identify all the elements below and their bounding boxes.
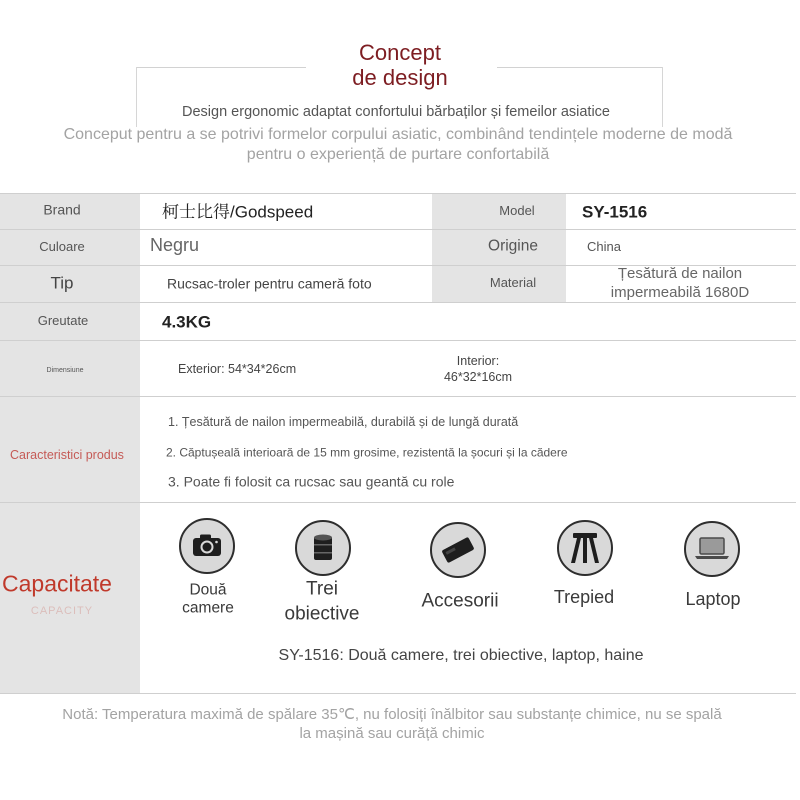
camera-icon — [177, 516, 237, 576]
model-value: SY-1516 — [582, 202, 648, 222]
section-description-line2: pentru o experiență de purtare confortabilă — [246, 146, 550, 164]
brand-label: Brand — [43, 201, 81, 218]
feature-item: 1. Țesătură de nailon impermeabilă, durabilă și de lungă durată — [168, 415, 519, 430]
laptop-icon — [682, 519, 742, 579]
type-label: Tip — [50, 273, 74, 293]
section-subtitle: Design ergonomic adaptat confortului bărbaților și femeilor asiatice — [182, 104, 610, 121]
features-label: Caracteristici produs — [10, 448, 124, 463]
table-row-divider — [0, 302, 796, 303]
capacity-item-label: Accesorii — [421, 590, 499, 612]
color-label: Culoare — [39, 238, 85, 254]
label-column — [0, 193, 140, 693]
origin-label: Origine — [488, 237, 538, 255]
capacity-item-label-line2: obiective — [284, 603, 360, 625]
frame-line-left — [136, 67, 137, 127]
dimensions-exterior: Exterior: 54*34*26cm — [178, 362, 297, 377]
capacity-summary: SY-1516: Două camere, trei obiective, laptop, haine — [278, 647, 644, 665]
care-note-line2: la mașină sau curăță chimic — [299, 724, 485, 742]
weight-value: 4.3KG — [162, 312, 212, 332]
section-description: Conceput pentru a se potrivi formelor corpului asiatic, combinând tendințele moderne de modă — [63, 126, 733, 144]
section-title: Concept — [359, 39, 441, 65]
origin-value: China — [587, 238, 621, 254]
accessories-icon — [428, 520, 488, 580]
capacity-item-label: Trei — [305, 578, 339, 600]
weight-label: Greutate — [37, 312, 89, 328]
type-value: Rucsac-troler pentru cameră foto — [167, 275, 372, 292]
capacity-item-label-line2: camere — [182, 599, 234, 617]
material-label: Material — [489, 274, 537, 290]
feature-item: 2. Căptușeală interioară de 15 mm grosime, rezistentă la șocuri și la cădere — [166, 445, 568, 460]
capacity-item-label: Trepied — [553, 587, 615, 608]
dimensions-interior-label: Interior: — [456, 354, 500, 369]
frame-line-top-right — [497, 67, 663, 68]
table-row-divider — [0, 340, 796, 341]
table-row-divider — [0, 693, 796, 694]
lens-icon — [293, 518, 353, 578]
table-row-divider — [0, 396, 796, 397]
brand-value: 柯士比得/Godspeed — [162, 202, 314, 222]
feature-item: 3. Poate fi folosit ca rucsac sau geantă cu role — [168, 473, 455, 490]
frame-line-right — [662, 67, 663, 127]
care-note-line: Notă: Temperatura maximă de spălare 35℃, nu folosiți înălbitor sau substanțe chimice, nu se spală — [62, 705, 722, 723]
frame-line-top-left — [136, 67, 306, 68]
table-row-divider — [0, 229, 796, 230]
model-label: Model — [499, 202, 535, 218]
dimensions-interior-value: 46*32*16cm — [443, 370, 513, 385]
material-value: Țesătură de nailon — [617, 264, 743, 282]
section-title-line2: de design — [352, 64, 448, 90]
tripod-icon — [555, 518, 615, 578]
capacity-item-label: Două — [189, 581, 227, 599]
dimensions-label: Dimensiune — [46, 367, 84, 375]
table-row-divider — [0, 193, 796, 194]
color-value: Negru — [150, 235, 200, 256]
table-row-divider — [0, 502, 796, 503]
capacity-item-label: Laptop — [685, 589, 741, 610]
capacity-label-faded: CAPACITY — [30, 604, 94, 617]
capacity-label: Capacitate — [2, 570, 112, 597]
material-value-line2: impermeabilă 1680D — [610, 283, 750, 301]
